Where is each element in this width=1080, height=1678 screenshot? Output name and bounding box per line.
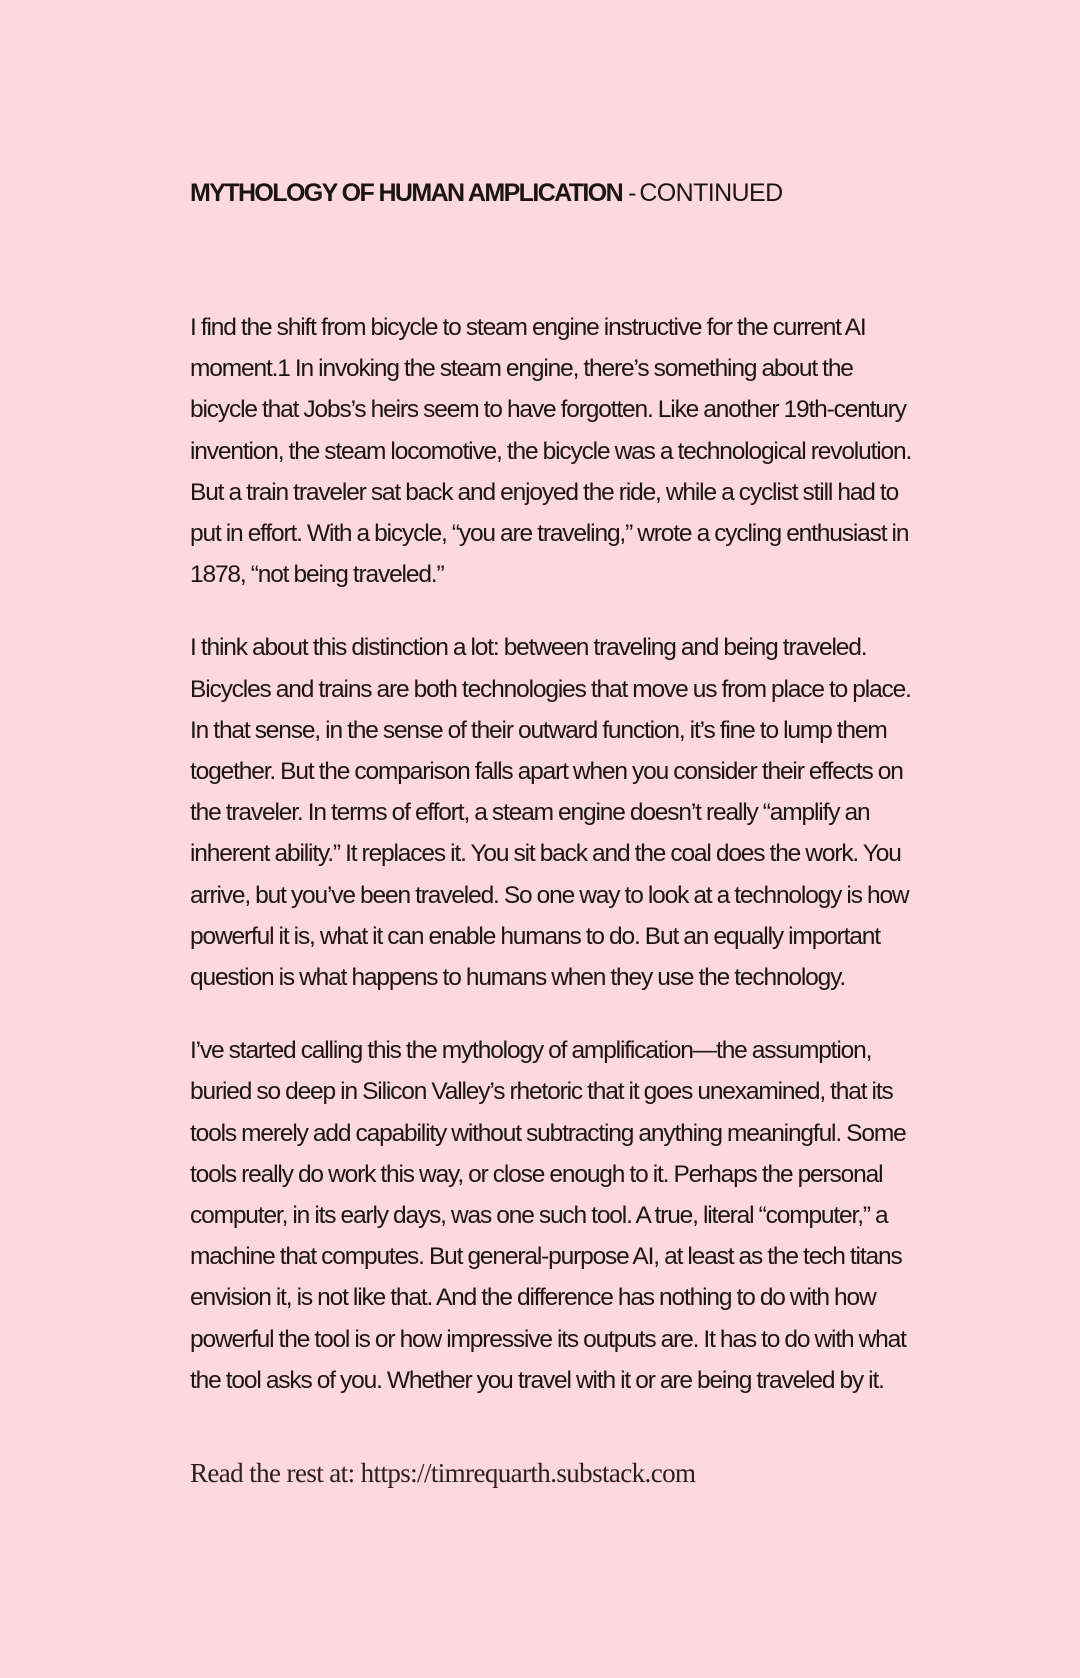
header-title: MYTHOLOGY OF HUMAN AMPLICATION (190, 179, 623, 207)
paragraph-1 (190, 307, 1010, 595)
text-line: Bicycles and trains are both technologies that move us from place to place. (190, 675, 911, 703)
text-line: I think about this distinction a lot: between traveling and being traveled. (190, 634, 867, 662)
text-line: envision it, is not like that. And the difference has nothing to do with how (190, 1284, 876, 1312)
text-line: 1878, “not being traveled.” (190, 561, 444, 589)
text-line: powerful it is, what it can enable humans to do. But an equally important (190, 922, 880, 950)
text-line: tools really do work this way, or close enough to it. Perhaps the personal (190, 1160, 883, 1188)
text-line: I find the shift from bicycle to steam engine instructive for the current AI (190, 314, 866, 341)
read-more-footer (190, 1455, 695, 1491)
text-line: the traveler. In terms of effort, a steam engine doesn’t really “amplify an (190, 799, 870, 827)
text-line: arrive, but you’ve been traveled. So one way to look at a technology is how (190, 881, 909, 909)
page-header (190, 176, 783, 210)
text-line: inherent ability.” It replaces it. You sit back and the coal does the work. You (190, 840, 901, 868)
text-line: moment.1 In invoking the steam engine, there’s something about the (190, 355, 853, 383)
header-separator: - (628, 179, 636, 207)
text-line: In that sense, in the sense of their outward function, it’s fine to lump them (190, 716, 887, 744)
substack-link[interactable]: https://timrequarth.substack.com (360, 1458, 696, 1488)
text-line: buried so deep in Silicon Valley’s rhetoric that it goes unexamined, that its (190, 1078, 893, 1106)
paragraph-2 (190, 627, 1010, 998)
paragraph-3 (190, 1030, 1010, 1401)
read-more-label: Read the rest at: (190, 1458, 361, 1488)
text-line: machine that computes. But general-purpose AI, at least as the tech titans (190, 1243, 902, 1271)
text-line: computer, in its early days, was one such tool. A true, literal “computer,” a (190, 1202, 888, 1230)
text-line: But a train traveler sat back and enjoyed the ride, while a cyclist still had to (190, 478, 899, 506)
text-line: invention, the steam locomotive, the bicycle was a technological revolution. (190, 437, 912, 465)
header-subtitle: CONTINUED (639, 179, 783, 207)
text-line: I’ve started calling this the mythology of amplification—the assumption, (190, 1037, 872, 1065)
text-line: put in effort. With a bicycle, “you are traveling,” wrote a cycling enthusiast in (190, 520, 909, 548)
text-line: tools merely add capability without subtracting anything meaningful. Some (190, 1119, 906, 1147)
text-line: the tool asks of you. Whether you travel with it or are being traveled by it. (190, 1366, 884, 1394)
text-line: bicycle that Jobs’s heirs seem to have forgotten. Like another 19th-century (190, 396, 906, 424)
text-line: question is what happens to humans when they use the technology. (190, 964, 846, 992)
text-line: together. But the comparison falls apart when you consider their effects on (190, 758, 903, 786)
text-line: powerful the tool is or how impressive its outputs are. It has to do with what (190, 1325, 906, 1353)
article-body (190, 307, 1010, 1433)
